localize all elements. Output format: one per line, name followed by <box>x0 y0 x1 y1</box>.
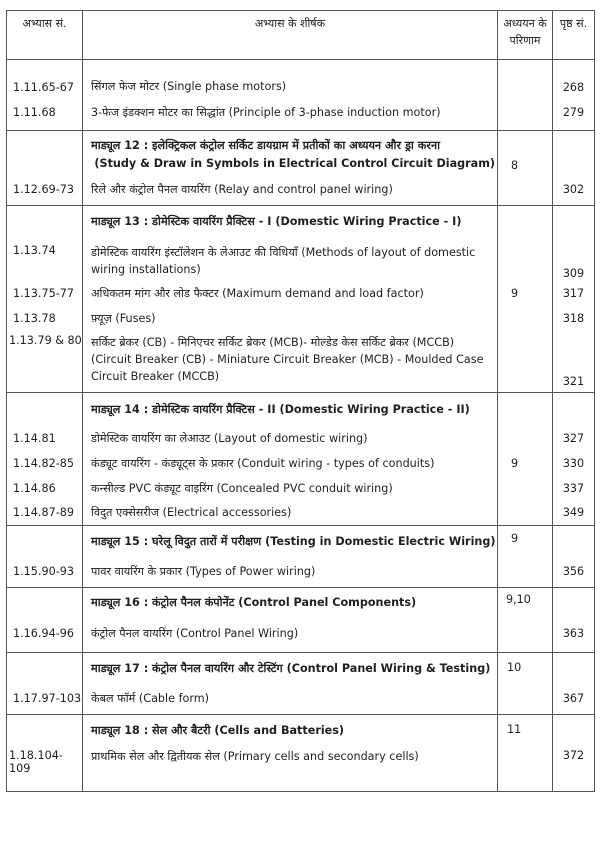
page-number: 268 <box>553 60 595 96</box>
page-number: 337 <box>553 476 595 501</box>
table-row <box>7 427 595 451</box>
module-row <box>7 653 595 683</box>
exercise-number: 1.13.79 & 80 <box>7 331 83 393</box>
header-page-no: पृष्ठ सं. <box>553 11 595 60</box>
exercise-title: 3-फेज इंडक्शन मोटर का सिद्धांत (Principle of 3-phase induction motor) <box>83 96 498 131</box>
learning-outcome: 9 <box>498 451 553 476</box>
learning-outcome <box>498 743 553 792</box>
exercise-title: फ़्यूज़ (Fuses) <box>83 307 498 331</box>
page-number: 327 <box>553 427 595 451</box>
learning-outcome <box>498 331 553 393</box>
exercise-title: कंड्यूट वायरिंग - कंड्यूट्स के प्रकार (Conduit wiring - types of conduits) <box>83 451 498 476</box>
page-number <box>553 526 595 556</box>
exercise-title: पावर वायरिंग के प्रकार (Types of Power wiring) <box>83 556 498 588</box>
table-row <box>7 501 595 526</box>
module-title-text: माड्यूल 18 : सेल और बैटरी (Cells and Batteries) <box>91 724 345 737</box>
page-number: 321 <box>553 331 595 393</box>
module-title-text: माड्यूल 15 : घरेलू विदुत तारों में परीक्षण (Testing in Domestic Electric Wiring) <box>91 535 496 548</box>
learning-outcome <box>498 501 553 526</box>
table-row <box>7 451 595 476</box>
table-row <box>7 683 595 715</box>
exercise-title: अधिकतम मांग और लोड फैक्टर (Maximum demand and load factor) <box>83 280 498 307</box>
learning-outcome <box>498 96 553 131</box>
exercise-number: 1.14.86 <box>7 476 83 501</box>
exercise-number: 1.13.75-77 <box>7 280 83 307</box>
exercise-title: डोमेस्टिक वायरिंग का लेआउट (Layout of domestic wiring) <box>83 427 498 451</box>
table-row <box>7 60 595 96</box>
exercise-title-line1: डोमेस्टिक वायरिंग इंस्टॉलेशन के लेआउट की विधियाँ (Methods of layout of domestic <box>91 245 476 259</box>
page-number: 356 <box>553 556 595 588</box>
learning-outcome <box>498 60 553 96</box>
learning-outcome: 9 <box>498 280 553 307</box>
table-row <box>7 174 595 206</box>
exercise-title: प्राथमिक सेल और द्वितीयक सेल (Primary cells and secondary cells) <box>83 743 498 792</box>
exercise-number: 1.14.87-89 <box>7 501 83 526</box>
page-number: 363 <box>553 615 595 653</box>
learning-outcome: 9 <box>498 526 553 556</box>
header-exercise-no: अभ्यास सं. <box>7 11 83 60</box>
table-row <box>7 556 595 588</box>
exercise-title-line2: wiring installations) <box>91 262 201 276</box>
exercise-number: 1.14.82-85 <box>7 451 83 476</box>
module-title-hindi: माड्यूल 12 : इलेक्ट्रिकल कंट्रोल सर्किट डायग्राम में प्रतीकों का अध्ययन और ड्रा करना <box>91 139 440 152</box>
page-number: 330 <box>553 451 595 476</box>
page-number: 279 <box>553 96 595 131</box>
exercise-number <box>7 588 83 615</box>
page-number <box>553 131 595 174</box>
module-row <box>7 588 595 615</box>
page-number <box>553 715 595 743</box>
exercise-number <box>7 206 83 238</box>
learning-outcome <box>498 307 553 331</box>
module-row <box>7 526 595 556</box>
table-row <box>7 615 595 653</box>
header-outcome <box>498 11 553 60</box>
page-number: 309 <box>553 238 595 280</box>
table-row <box>7 238 595 280</box>
module-title <box>83 526 498 556</box>
exercise-number: 1.11.68 <box>7 96 83 131</box>
module-title-text: माड्यूल 14 : डोमेस्टिक वायरिंग प्रैक्टिस - II (Domestic Wiring Practice - II) <box>91 403 470 417</box>
exercise-title: रिले और कंट्रोल पैनल वायरिंग (Relay and control panel wiring) <box>83 174 498 206</box>
learning-outcome: 9,10 <box>498 588 553 615</box>
module-row <box>7 131 595 174</box>
learning-outcome <box>498 427 553 451</box>
table-row <box>7 280 595 307</box>
exercise-title-line2: (Circuit Breaker (CB) - Miniature Circuit Breaker (MCB) - Moulded Case <box>91 352 484 366</box>
exercise-title-line3: Circuit Breaker (MCCB) <box>91 369 220 383</box>
module-title <box>83 715 498 743</box>
table-row <box>7 743 595 792</box>
learning-outcome <box>498 393 553 427</box>
exercise-number: 1.17.97-103 <box>7 683 83 715</box>
learning-outcome <box>498 476 553 501</box>
table-row <box>7 476 595 501</box>
page-number: 302 <box>553 174 595 206</box>
page-number: 318 <box>553 307 595 331</box>
exercise-number: 1.13.78 <box>7 307 83 331</box>
module-title <box>83 206 498 238</box>
table-header <box>7 11 595 60</box>
exercise-number: 1.13.74 <box>7 238 83 280</box>
module-row <box>7 206 595 238</box>
exercise-number: 1.18.104-109 <box>7 743 83 792</box>
learning-outcome <box>498 206 553 238</box>
module-title <box>83 393 498 427</box>
module-title-english: (Study & Draw in Symbols in Electrical Control Circuit Diagram) <box>94 157 495 170</box>
toc-page <box>6 10 594 810</box>
page-number: 317 <box>553 280 595 307</box>
table-row <box>7 307 595 331</box>
page-number: 372 <box>553 743 595 792</box>
module-title-text: माड्यूल 13 : डोमेस्टिक वायरिंग प्रैक्टिस - I (Domestic Wiring Practice - I) <box>91 215 462 229</box>
header-outcome-line2: परिणाम <box>509 34 541 47</box>
learning-outcome <box>498 556 553 588</box>
exercise-title: केबल फॉर्म (Cable form) <box>83 683 498 715</box>
module-title <box>83 131 498 174</box>
learning-outcome <box>498 174 553 206</box>
page-number: 367 <box>553 683 595 715</box>
table-row <box>7 96 595 131</box>
exercise-title: कन्सील्ड PVC कंड्यूट वाइरिंग (Concealed PVC conduit wiring) <box>83 476 498 501</box>
page-number: 349 <box>553 501 595 526</box>
exercise-number: 1.14.81 <box>7 427 83 451</box>
toc-table <box>6 10 595 792</box>
exercise-title <box>83 331 498 393</box>
header-outcome-line1: अध्ययन के <box>503 17 547 30</box>
table-row <box>7 331 595 393</box>
page-number <box>553 393 595 427</box>
exercise-title: कंट्रोल पैनल वायरिंग (Control Panel Wiring) <box>83 615 498 653</box>
module-row <box>7 715 595 743</box>
exercise-title: सिंगल फेज मोटर (Single phase motors) <box>83 60 498 96</box>
exercise-number <box>7 131 83 174</box>
exercise-number <box>7 526 83 556</box>
learning-outcome: 11 <box>498 715 553 743</box>
module-row <box>7 393 595 427</box>
learning-outcome: 8 <box>498 131 553 174</box>
exercise-number <box>7 653 83 683</box>
exercise-number: 1.15.90-93 <box>7 556 83 588</box>
learning-outcome <box>498 615 553 653</box>
exercise-title <box>83 238 498 280</box>
page-number <box>553 206 595 238</box>
module-title <box>83 588 498 615</box>
learning-outcome <box>498 683 553 715</box>
exercise-number: 1.12.69-73 <box>7 174 83 206</box>
exercise-title: विदुत एक्सेसरीज (Electrical accessories) <box>83 501 498 526</box>
module-title-text: माड्यूल 16 : कंट्रोल पैनल कंपोनेंट (Control Panel Components) <box>91 596 417 609</box>
learning-outcome: 10 <box>498 653 553 683</box>
page-number <box>553 588 595 615</box>
page-number <box>553 653 595 683</box>
exercise-number: 1.16.94-96 <box>7 615 83 653</box>
exercise-number <box>7 393 83 427</box>
exercise-number: 1.11.65-67 <box>7 60 83 96</box>
learning-outcome <box>498 238 553 280</box>
exercise-number <box>7 715 83 743</box>
module-title-text: माड्यूल 17 : कंट्रोल पैनल वायरिंग और टेस्टिंग (Control Panel Wiring & Testing) <box>91 662 491 675</box>
exercise-title-line1: सर्किट ब्रेकर (CB) - मिनिएचर सर्किट ब्रेकर (MCB)- मोल्डेड केस सर्किट ब्रेकर (MCCB) <box>91 335 455 349</box>
header-title: अभ्यास के शीर्षक <box>83 11 498 60</box>
module-title <box>83 653 498 683</box>
